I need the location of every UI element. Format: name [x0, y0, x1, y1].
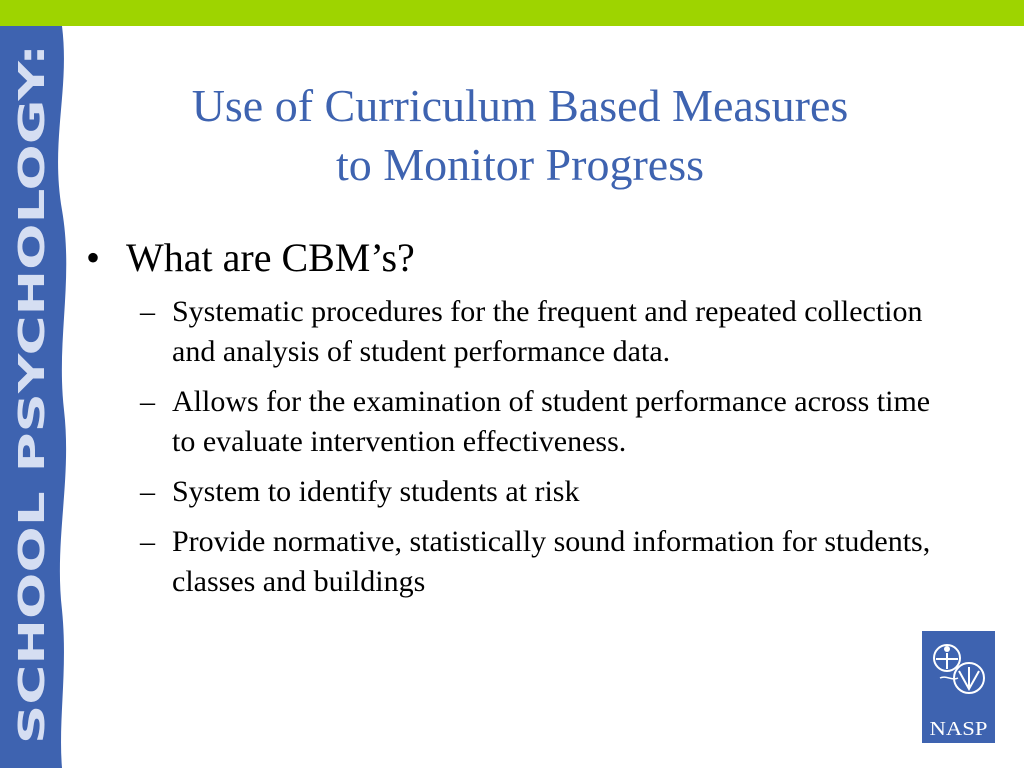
- list-item: [140, 382, 940, 462]
- sub-bullet-text: Allows for the examination of student performance across time to evaluate intervention effectiveness.: [172, 385, 931, 458]
- sub-bullet-marker: –: [140, 525, 155, 558]
- list-item: [140, 472, 940, 512]
- sub-bullet-text: Provide normative, statistically sound information for students, classes and buildings: [172, 525, 931, 598]
- title-line-1: Use of Curriculum Based Measures: [191, 80, 849, 131]
- sub-bullet-marker: –: [140, 475, 155, 508]
- sub-bullet-text: System to identify students at risk: [172, 475, 580, 508]
- title-line-2: to Monitor Progress: [336, 139, 704, 190]
- sub-bullet-marker: –: [140, 385, 155, 418]
- top-accent-bar: [0, 0, 1024, 26]
- bullet-marker: •: [86, 235, 101, 280]
- sub-bullet-text: Systematic procedures for the frequent and repeated collection and analysis of student performance data.: [172, 295, 923, 368]
- sub-bullet-marker: –: [140, 295, 155, 328]
- sidebar-brand-label: SCHOOL PSYCHOLOGY:: [12, 282, 53, 744]
- slide-title: [120, 76, 920, 194]
- nasp-emblem-icon: [922, 631, 995, 743]
- nasp-logo: [922, 631, 995, 743]
- sidebar-brand-text: [0, 26, 60, 768]
- list-item: [140, 522, 940, 602]
- list-item: [140, 292, 940, 372]
- bullet-text: What are CBM’s?: [126, 235, 415, 280]
- logo-label: NASP: [929, 718, 988, 740]
- sub-bullet-list: [140, 292, 940, 612]
